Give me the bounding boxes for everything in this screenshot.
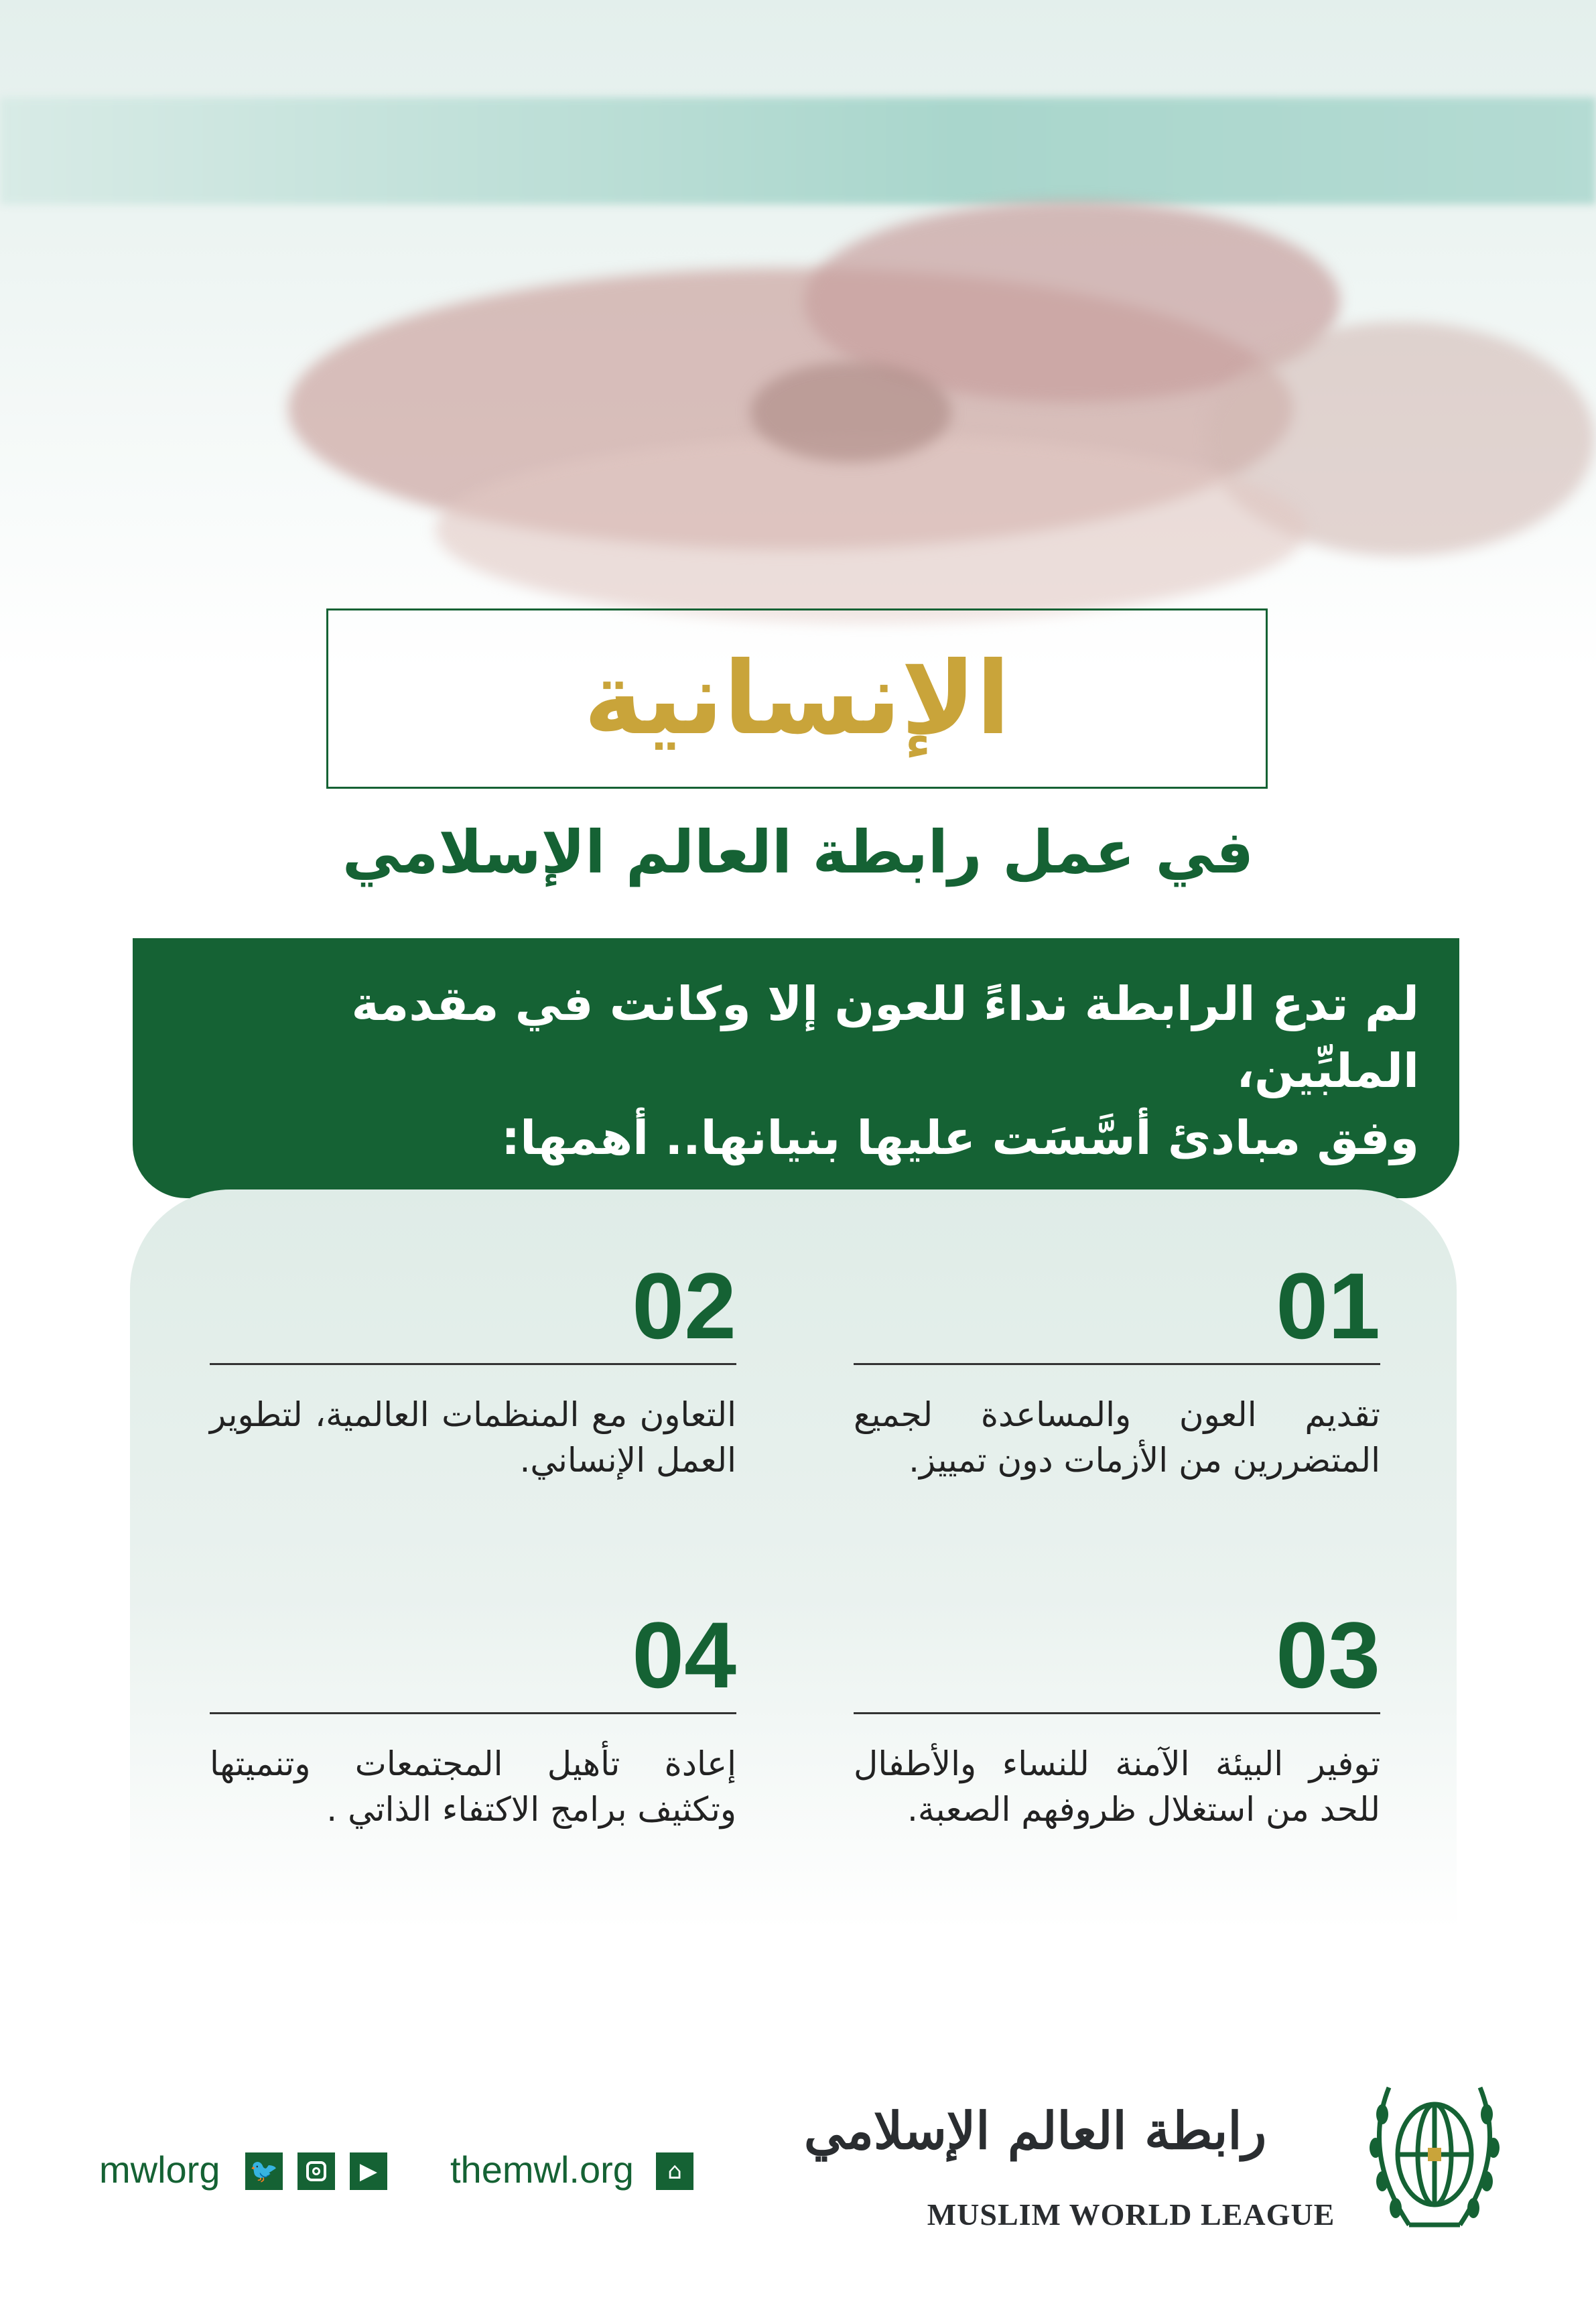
principle-number: 03 <box>1276 1602 1380 1708</box>
logo-arabic-wordmark: رابطة العالم الإسلامي <box>803 2101 1267 2161</box>
divider <box>210 1363 736 1365</box>
teal-brush-band <box>0 97 1596 204</box>
page-subtitle: في عمل رابطة العالم الإسلامي <box>342 818 1254 887</box>
twitter-icon[interactable]: 🐦 <box>245 2152 283 2190</box>
principle-number: 04 <box>632 1602 736 1708</box>
title-box <box>326 608 1268 789</box>
home-icon[interactable]: ⌂ <box>656 2152 693 2190</box>
mwl-emblem-icon <box>1362 2074 1507 2235</box>
banner-line-1: لم تدع الرابطة نداءً للعون إلا وكانت في مقدمة الملبِّين، <box>351 976 1419 1098</box>
principle-item <box>210 1602 736 1832</box>
divider <box>854 1363 1380 1365</box>
principle-text: التعاون مع المنظمات العالمية، لتطوير العمل الإنساني. <box>210 1395 736 1480</box>
principle-item <box>210 1253 736 1483</box>
page-title: الإنسانية <box>584 640 1010 757</box>
banner-line-2: وفق مبادئ أسَّسَت عليها بنيانها.. أهمها: <box>501 1110 1419 1165</box>
principle-number: 02 <box>632 1253 736 1358</box>
principle-text: إعادة تأهيل المجتمعات وتنميتها وتكثيف برامج الاكتفاء الذاتي . <box>210 1744 736 1829</box>
principle-text: تقديم العون والمساعدة لجميع المتضررين من الأزمات دون تمييز. <box>854 1395 1380 1480</box>
youtube-icon[interactable]: ▶ <box>350 2152 387 2190</box>
divider <box>210 1712 736 1714</box>
divider <box>854 1712 1380 1714</box>
instagram-icon[interactable] <box>297 2152 335 2190</box>
principle-number: 01 <box>1276 1253 1380 1358</box>
principle-item <box>854 1253 1380 1483</box>
social-handle-link[interactable]: mwlorg <box>99 2148 220 2191</box>
intro-banner <box>133 938 1459 1198</box>
website-link[interactable]: themwl.org <box>450 2148 634 2191</box>
logo-english-wordmark: MUSLIM WORLD LEAGUE <box>927 2197 1335 2232</box>
principle-text: توفير البيئة الآمنة للنساء والأطفال للحد من استغلال ظروفهم الصعبة. <box>854 1744 1380 1829</box>
principle-item <box>854 1602 1380 1832</box>
